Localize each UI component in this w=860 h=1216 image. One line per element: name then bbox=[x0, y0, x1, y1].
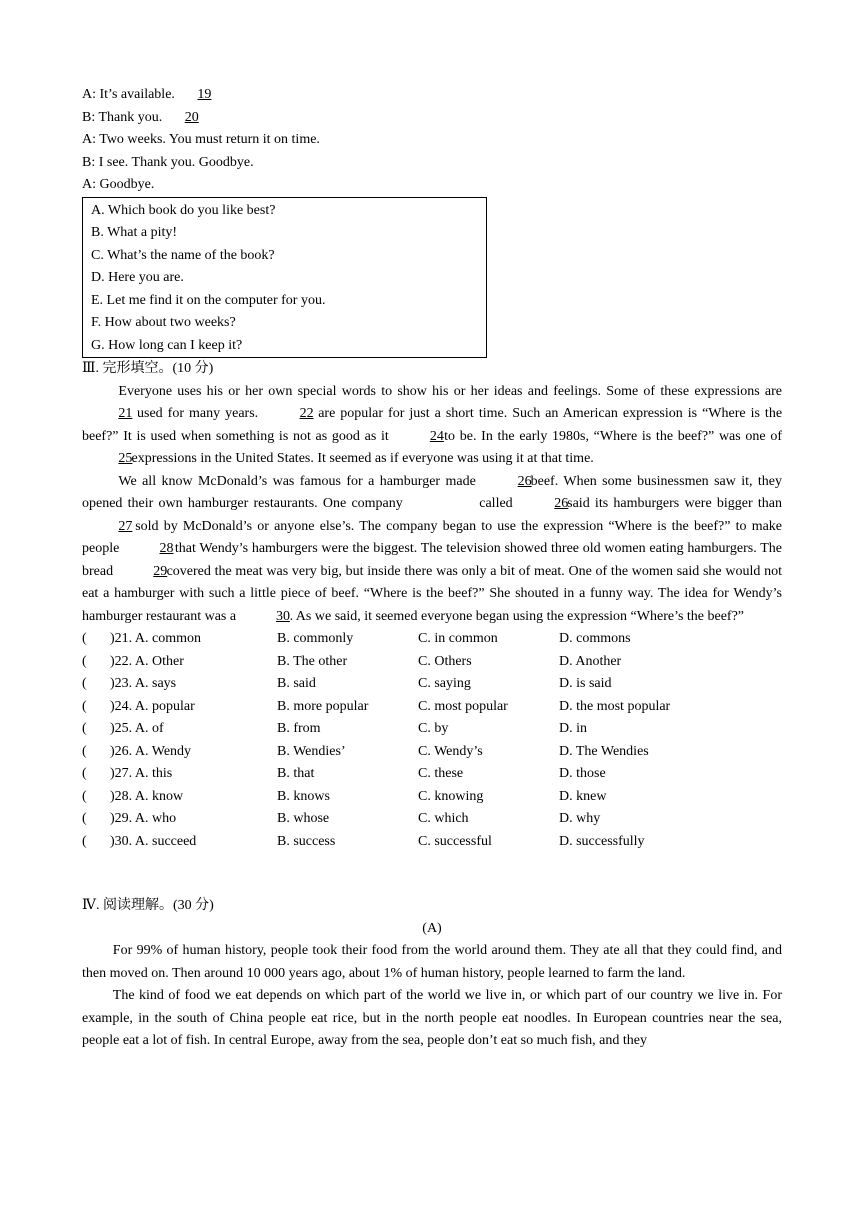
answer-paren: ( bbox=[82, 788, 87, 804]
option-c: C. What’s the name of the book? bbox=[91, 247, 275, 263]
option-b: B. What a pity! bbox=[91, 225, 178, 240]
dialogue-line-1 bbox=[82, 84, 782, 107]
blank-24: 24 bbox=[429, 428, 444, 444]
question-25 bbox=[82, 718, 782, 741]
option-b-text: B. commonly bbox=[277, 631, 354, 646]
blank-20: 20 bbox=[184, 109, 199, 125]
option-d-text: D. Another bbox=[559, 653, 622, 669]
answer-paren: ( bbox=[82, 631, 87, 646]
option-a-text: )26. A. Wendy bbox=[110, 743, 192, 759]
blank-26b: 26 bbox=[554, 496, 569, 511]
blank-19: 19 bbox=[197, 87, 212, 102]
exam-page bbox=[82, 84, 782, 1053]
question-23 bbox=[82, 673, 782, 696]
cloze-text: Everyone uses his or her own special words to show his or her ideas and feelings. Some of these expressions are bbox=[118, 383, 782, 399]
option-a: A. Which book do you like best? bbox=[91, 202, 276, 218]
option-a-text: )24. A. popular bbox=[110, 698, 195, 714]
option-a-text: )28. A. know bbox=[110, 788, 184, 804]
option-b-text: B. Wendies’ bbox=[277, 743, 346, 759]
option-d-text: D. successfully bbox=[559, 833, 645, 849]
answer-paren: ( bbox=[82, 698, 87, 714]
question-27 bbox=[82, 763, 782, 786]
option-c-text: C. which bbox=[418, 811, 469, 826]
question-22 bbox=[82, 651, 782, 674]
cloze-text: We all know McDonald’s was famous for a hamburger made bbox=[118, 473, 476, 489]
reading-paragraph-2: The kind of food we eat depends on which part of the world we live in, or which part of our country we live in. For example, in the south of China people eat rice, but in the north people eat noodles. In European countries near the sea, people eat a lot of fish. In central Europe, away from the sea, people don’t eat so much fish, and they bbox=[82, 988, 782, 1048]
dialogue-text: B: Thank you. bbox=[82, 109, 163, 125]
dialogue-line-4: B: I see. Thank you. Goodbye. bbox=[82, 154, 254, 170]
option-b-text: B. The other bbox=[277, 653, 348, 669]
options-box bbox=[82, 197, 487, 359]
cloze-text: said its hamburgers were bigger than bbox=[567, 496, 782, 511]
reading-paragraph-1: For 99% of human history, people took their food from the world around them. They ate all that they could find, and then moved on. Then around 10 000 years ago, about 1% of human history, people learned to farm the land. bbox=[82, 943, 782, 981]
answer-paren: ( bbox=[82, 833, 87, 849]
question-24 bbox=[82, 696, 782, 719]
option-b-text: B. said bbox=[277, 676, 316, 691]
option-c-text: C. most popular bbox=[418, 698, 508, 714]
question-29 bbox=[82, 808, 782, 831]
option-g: G. How long can I keep it? bbox=[91, 337, 243, 353]
question-list bbox=[82, 628, 782, 853]
option-a-text: )21. A. common bbox=[110, 631, 201, 646]
option-d-text: D. is said bbox=[559, 676, 612, 691]
option-d-text: D. those bbox=[559, 766, 606, 781]
option-d-text: D. in bbox=[559, 721, 587, 736]
dialogue-line-2 bbox=[82, 107, 782, 130]
option-d: D. Here you are. bbox=[91, 270, 184, 285]
option-c-text: C. by bbox=[418, 721, 449, 736]
blank-27: 27 bbox=[118, 518, 133, 534]
section3-heading: Ⅲ. 完形填空。(10 分) bbox=[82, 361, 214, 376]
cloze-text: that Wendy’s hamburgers were the biggest. The television showed three old women eating hamburgers. The bread bbox=[82, 541, 783, 579]
option-c-text: C. saying bbox=[418, 676, 471, 691]
answer-paren: ( bbox=[82, 653, 87, 669]
blank-29: 29 bbox=[153, 563, 168, 579]
blank-28: 28 bbox=[159, 541, 174, 556]
cloze-text: covered the meat was very big, but inside there was only a bit of meat. One of the women said she would not eat a hamburger with such a little piece of beef. “Where is the beef?” She shouted in a funny way. The idea for Wendy’s hamburger restaurant was a bbox=[82, 563, 782, 624]
option-d-text: D. the most popular bbox=[559, 698, 671, 714]
blank-26a: 26 bbox=[517, 473, 532, 489]
option-f: F. How about two weeks? bbox=[91, 315, 236, 330]
answer-paren: ( bbox=[82, 743, 87, 759]
option-b-text: B. more popular bbox=[277, 698, 369, 714]
option-a-text: )22. A. Other bbox=[110, 653, 184, 669]
question-30 bbox=[82, 831, 782, 854]
section4-heading: Ⅳ. 阅读理解。(30 分) bbox=[82, 898, 214, 913]
cloze-text: sold by McDonald’s or anyone else’s. The company began to use the expression “Where is the beef?” to make people bbox=[82, 518, 783, 556]
cloze-text: . As we said, it seemed everyone began using the expression “Where’s the beef?” bbox=[289, 608, 745, 624]
option-d-text: D. why bbox=[559, 811, 601, 826]
option-e: E. Let me find it on the computer for you. bbox=[91, 292, 326, 308]
answer-paren: ( bbox=[82, 811, 87, 826]
option-a-text: )30. A. succeed bbox=[110, 833, 197, 849]
dialogue-line-3: A: Two weeks. You must return it on time. bbox=[82, 132, 320, 147]
cloze-text: are popular for just a short time. Such an American expression is “Where is the beef?” It is used when something is not as good as it bbox=[82, 406, 783, 444]
option-c-text: C. successful bbox=[418, 833, 492, 849]
answer-paren: ( bbox=[82, 721, 87, 736]
blank-30: 30 bbox=[275, 608, 290, 624]
option-c-text: C. knowing bbox=[418, 788, 484, 804]
blank-22: 22 bbox=[299, 406, 314, 421]
option-a-text: )25. A. of bbox=[110, 721, 164, 736]
cloze-text: beef. When some businessmen saw it, they opened their own hamburger restaurants. One company bbox=[82, 473, 783, 511]
option-d-text: D. commons bbox=[559, 631, 631, 646]
question-26 bbox=[82, 741, 782, 764]
cloze-text: called bbox=[479, 496, 513, 511]
option-c-text: C. Others bbox=[418, 653, 472, 669]
dialogue-line-5: A: Goodbye. bbox=[82, 177, 155, 192]
question-28 bbox=[82, 786, 782, 809]
blank-25: 25 bbox=[118, 451, 133, 466]
cloze-paragraph-2 bbox=[82, 471, 782, 629]
option-b-text: B. knows bbox=[277, 788, 330, 804]
dialogue-text: A: It’s available. bbox=[82, 87, 175, 102]
cloze-text: to be. In the early 1980s, “Where is the beef?” was one of bbox=[444, 428, 783, 444]
answer-paren: ( bbox=[82, 766, 87, 781]
option-b-text: B. whose bbox=[277, 811, 330, 826]
option-a-text: )23. A. says bbox=[110, 676, 177, 691]
option-a-text: )27. A. this bbox=[110, 766, 173, 781]
option-d-text: D. knew bbox=[559, 788, 607, 804]
option-d-text: D. The Wendies bbox=[559, 743, 649, 759]
cloze-text: expressions in the United States. It seemed as if everyone was using it at that time. bbox=[131, 451, 594, 466]
option-a-text: )29. A. who bbox=[110, 811, 177, 826]
answer-paren: ( bbox=[82, 676, 87, 691]
blank-21: 21 bbox=[118, 406, 133, 421]
cloze-text: used for many years. bbox=[137, 406, 259, 421]
option-c-text: C. Wendy’s bbox=[418, 743, 483, 759]
option-b-text: B. success bbox=[277, 833, 336, 849]
option-b-text: B. from bbox=[277, 721, 321, 736]
question-21 bbox=[82, 628, 782, 651]
option-c-text: C. these bbox=[418, 766, 464, 781]
option-c-text: C. in common bbox=[418, 631, 498, 646]
cloze-paragraph-1 bbox=[82, 381, 782, 471]
option-b-text: B. that bbox=[277, 766, 315, 781]
passage-label: (A) bbox=[422, 920, 442, 936]
